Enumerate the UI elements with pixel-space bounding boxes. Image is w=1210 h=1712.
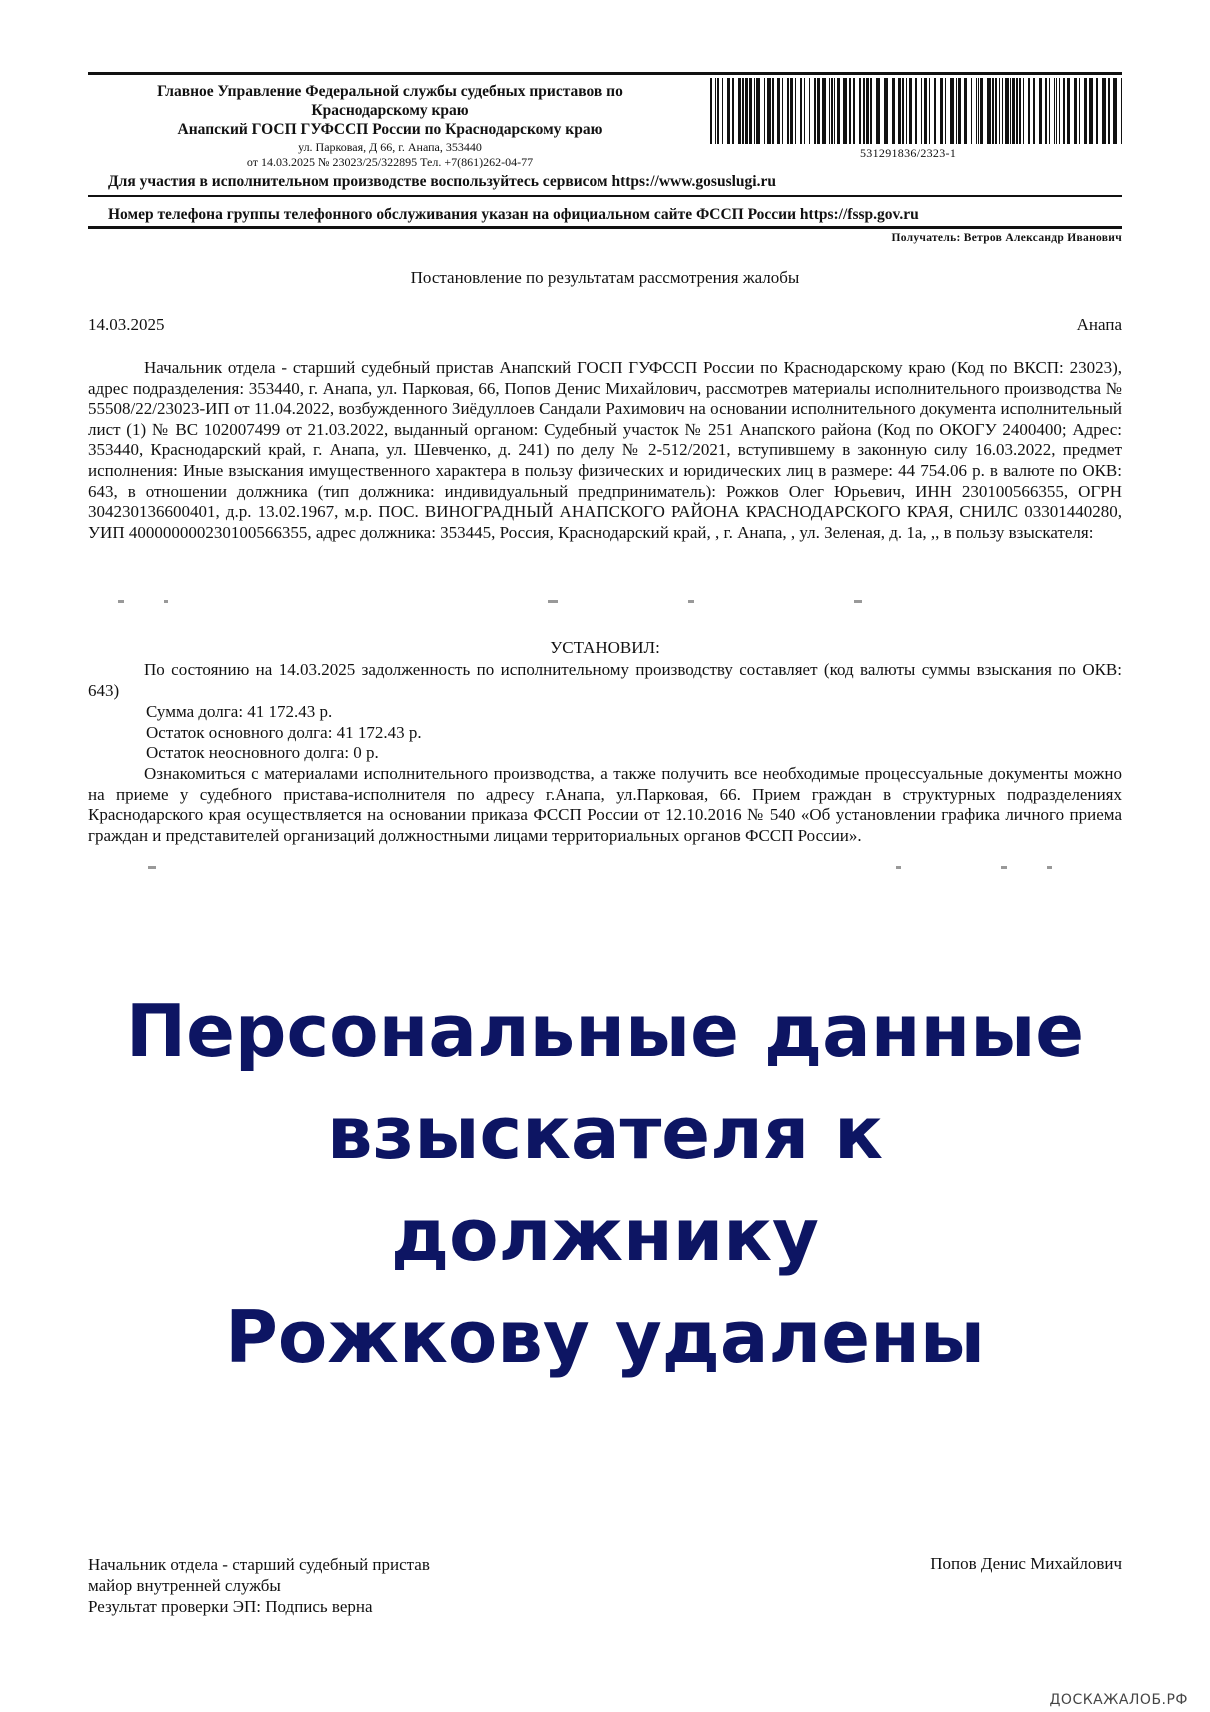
header-org xyxy=(96,82,684,120)
stamp-line3: должнику xyxy=(391,1193,819,1277)
recipient-line: Получатель: Ветров Александр Иванович xyxy=(891,232,1122,244)
debt-main: Остаток основного долга: 41 172.43 р. xyxy=(146,722,422,742)
intro-paragraph xyxy=(88,358,1122,543)
barcode-image xyxy=(710,78,1122,144)
reception-paragraph-text: Ознакомиться с материалами исполнительного производства, а также получить все необходимые процессуальные документы можно на приеме у судебного пристава-исполнителя по адресу г.Анапа, ул.Парковая, 66. Прием граждан в структурных подразделениях Краснодарского края осуществляется на основании приказа ФССП России от 12.10.2016 № 540 «Об установлении графика личного приема граждан и представителей организаций должностными лицами территориальных органов ФССП России». xyxy=(88,764,1122,845)
header-reference: от 14.03.2025 № 23023/25/322895 Тел. +7(861)262-04-77 xyxy=(246,155,534,169)
cut-text-fragment-2 xyxy=(88,866,1122,872)
intro-paragraph-text: Начальник отдела - старший судебный пристав Анапский ГОСП ГУФССП России по Краснодарскому краю (Код по ВКСП: 23023), адрес подразделения: 353440, г. Анапа, ул. Парковая, 66, Попов Денис Михайлович, рассмотрев материалы исполнительного производства № 55508/22/23023-ИП от 11.04.2022, возбужденного Зиёдуллоев Сандали Рахимович на основании исполнительного документа исполнительный лист (1) № ВС 102007499 от 21.03.2022, выданный органом: Судебный участок № 251 Анапского района (Код по ОКОГУ 2400400; Адрес: 353440, Краснодарский край, г. Анапа, ул. Шевченко, д. 241) по делу № 2-512/2021, вступившему в законную силу 16.03.2022, предмет исполнения: Иные взыскания имущественного характера в пользу физических и юридических лиц в размере: 44 754.06 р. в валюте по ОКВ: 643, в отношении должника (тип должника: индивидуальный предприниматель): Рожков Олег Юрьевич, ИНН 230100566355, ОГРН 304230136600401, д.р. 13.02.1967, м.р. ПОС. ВИНОГРАДНЫЙ АНАПСКОГО РАЙОНА КРАСНОДАРСКОГО КРАЯ, СНИЛС 03301440280, УИП 400000000230100566355, адрес должника: 353445, Россия, Краснодарский край, , г. Анапа, , ул. Зеленая, д. 1а, ,, в пользу взыскателя: xyxy=(88,358,1122,542)
header-address: ул. Парковая, Д 66, г. Анапа, 353440 xyxy=(298,140,482,154)
debt-list xyxy=(146,702,422,764)
site-watermark: ДОСКАЖАЛОБ.РФ xyxy=(1049,1692,1188,1708)
stamp-line2: взыскателя к xyxy=(326,1091,884,1175)
cut-text-fragment xyxy=(88,600,1122,606)
signatory-rank: майор внутренней службы xyxy=(88,1576,281,1595)
signatory-name: Попов Денис Михайлович xyxy=(930,1554,1122,1573)
signature-check: Результат проверки ЭП: Подпись верна xyxy=(88,1597,373,1616)
phone-notice: Номер телефона группы телефонного обслуживания указан на официальном сайте ФССП России https://fssp.gov.ru xyxy=(108,206,919,223)
gosuslugi-notice: Для участия в исполнительном производстве воспользуйтесь сервисом https://www.gosuslugi.ru xyxy=(108,173,776,190)
document-date: 14.03.2025 xyxy=(88,315,165,334)
header-org-line2: Краснодарскому краю xyxy=(311,102,469,119)
established-heading: УСТАНОВИЛ: xyxy=(550,638,660,657)
document-title: Постановление по результатам рассмотрения жалобы xyxy=(410,268,800,287)
header-bottom-rule xyxy=(88,226,1122,229)
document-city: Анапа xyxy=(1076,315,1122,334)
header-org-line1: Главное Управление Федеральной службы судебных приставов по xyxy=(157,83,623,100)
debt-statement xyxy=(88,660,1122,701)
reception-paragraph xyxy=(88,764,1122,846)
signatory-position: Начальник отдела - старший судебный пристав xyxy=(88,1555,430,1574)
debt-other: Остаток неосновного долга: 0 р. xyxy=(146,743,379,763)
debt-total: Сумма долга: 41 172.43 р. xyxy=(146,702,333,721)
personal-data-removed-stamp xyxy=(40,980,1170,1388)
header-department: Анапский ГОСП ГУФССП России по Краснодарскому краю xyxy=(177,121,603,138)
signatory-block xyxy=(88,1554,430,1617)
stamp-line4: Рожкову удалены xyxy=(225,1295,985,1379)
barcode-number: 531291836/2323-1 xyxy=(860,146,957,160)
stamp-line1: Персональные данные xyxy=(125,989,1085,1073)
header-middle-rule xyxy=(88,195,1122,197)
debt-statement-text: По состоянию на 14.03.2025 задолженность по исполнительному производству составляет (код валюты суммы взыскания по ОКВ: 643) xyxy=(88,660,1122,700)
header-top-rule xyxy=(88,72,1122,75)
